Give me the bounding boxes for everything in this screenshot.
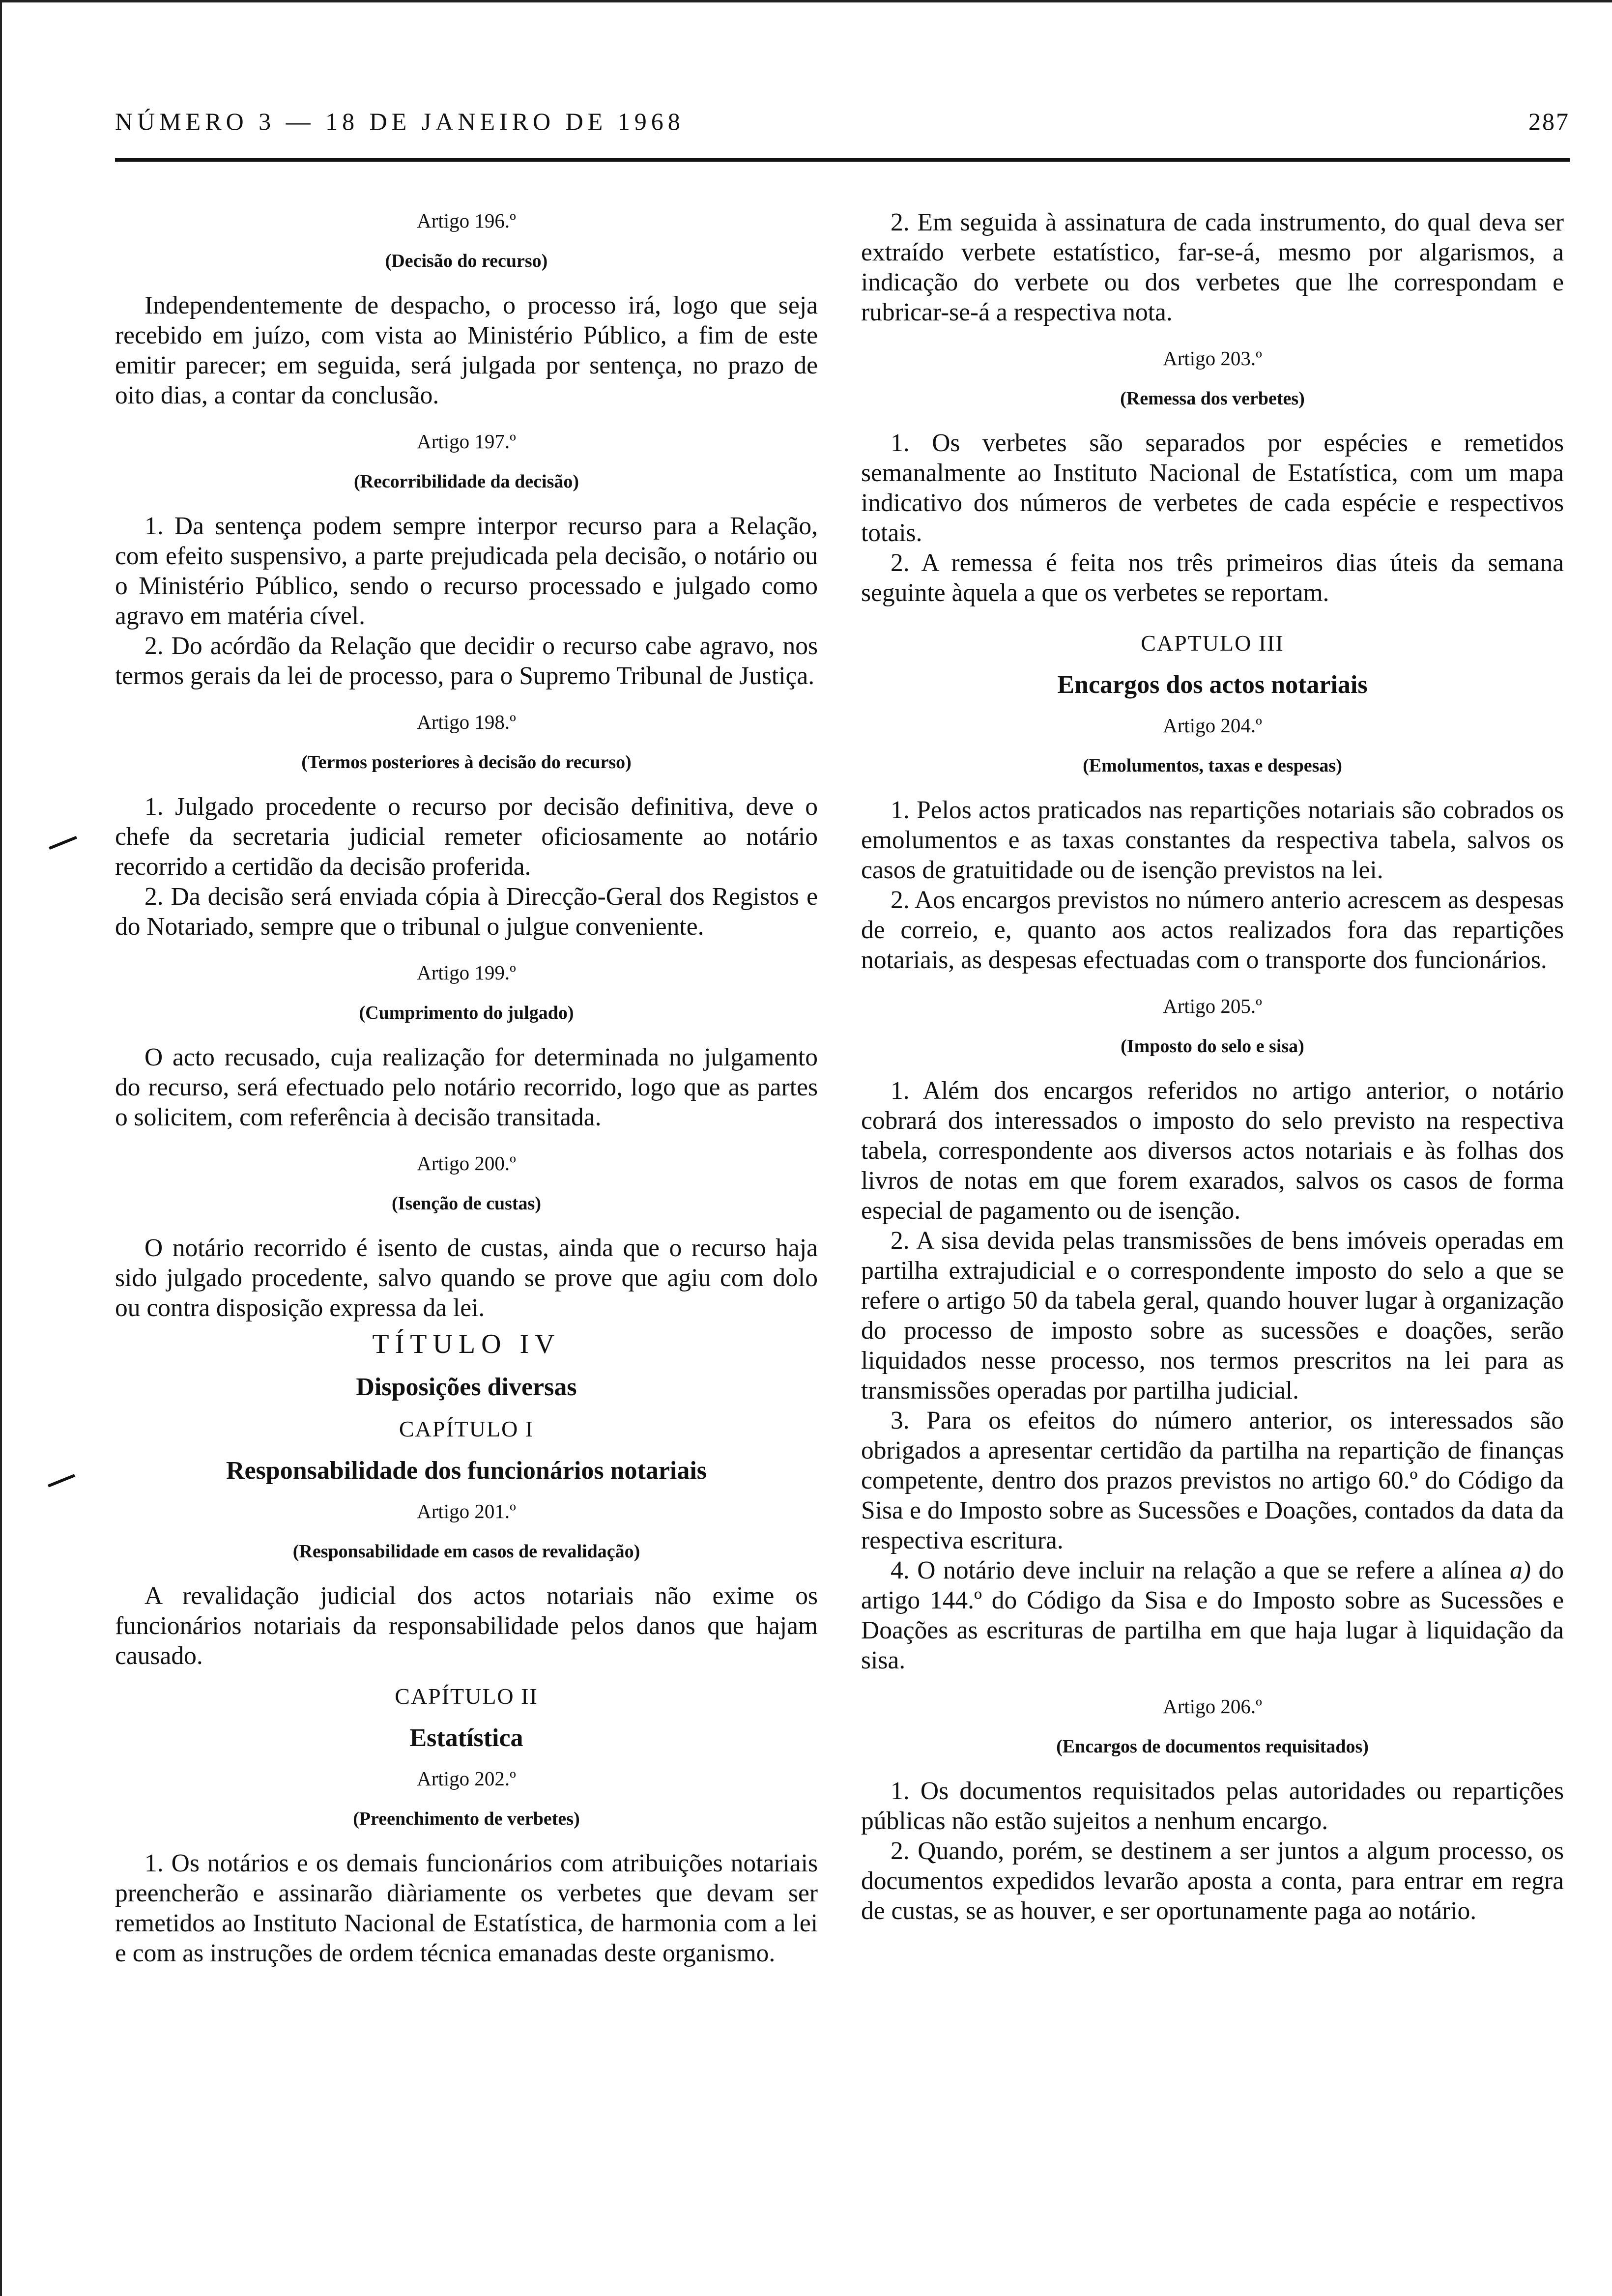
paragraph-letter: a) xyxy=(1509,1556,1531,1584)
paragraph: 1. Os documentos requisitados pelas autoridades ou repartições públicas não estão sujeitos a nenhum encargo. xyxy=(861,1777,1564,1835)
article-number: Artigo 200.º xyxy=(417,1152,516,1175)
title-heading: TÍTULO IV xyxy=(372,1329,561,1359)
article-number: Artigo 205.º xyxy=(1163,995,1262,1017)
left-column xyxy=(115,207,818,1968)
article-subtitle: (Recorribilidade da decisão) xyxy=(353,471,579,492)
chapter-label: CAPÍTULO II xyxy=(395,1684,538,1709)
paragraph: Independentemente de despacho, o processo irá, logo que seja recebido em juízo, com vista ao Ministério Público, a fim de este emitir parecer; em seguida, será julgada por sentença, no prazo de oito dias, a contar da conclusão. xyxy=(115,291,818,409)
paragraph: 2. Em seguida à assinatura de cada instrumento, do qual deva ser extraído verbete estatístico, far-se-á, mesmo por algarismos, a indicação do verbete ou dos verbetes que lhe correspondam e rubricar-se-á a respectiva nota. xyxy=(861,208,1564,326)
article-subtitle: (Imposto do selo e sisa) xyxy=(1121,1036,1304,1057)
paragraph: 1. Da sentença podem sempre interpor recurso para a Relação, com efeito suspensivo, a parte prejudicada pela decisão, o notário ou o Ministério Público, sendo o recurso processado e julgado como agravo em matéria cível. xyxy=(115,512,818,630)
section-heading: Disposições diversas xyxy=(356,1373,577,1401)
paragraph: 1. Os notários e os demais funcionários com atribuições notariais preencherão e assinarão diàriamente os verbetes que devam ser remetidos ao Instituto Nacional de Estatística, de harmonia com a lei e com as instruções de ordem técnica emanadas deste organismo. xyxy=(115,1849,818,1967)
article-number: Artigo 196.º xyxy=(417,209,516,232)
paragraph: A revalidação judicial dos actos notariais não exime os funcionários notariais da responsabilidade pelos danos que hajam causado. xyxy=(115,1582,818,1670)
header-rule xyxy=(115,158,1570,162)
article-subtitle: (Remessa dos verbetes) xyxy=(1120,388,1305,409)
right-column xyxy=(861,207,1564,1926)
chapter-heading: Encargos dos actos notariais xyxy=(1057,671,1368,699)
paragraph: 2. Quando, porém, se destinem a ser juntos a algum processo, os documentos expedidos levarão aposta a conta, para entrar em regra de custas, se as houver, e ser oportunamente paga ao notário. xyxy=(861,1837,1564,1925)
article-subtitle: (Preenchimento de verbetes) xyxy=(353,1808,580,1829)
paragraph-text: do artigo 144.º do Código da Sisa e do Imposto sobre as Sucessões e Doações as escrituras de partilha em que haja lugar à liquidação da sisa. xyxy=(861,1556,1564,1674)
article-subtitle: (Emolumentos, taxas e despesas) xyxy=(1083,755,1342,776)
paragraph: 2. Aos encargos previstos no número anterio acrescem as despesas de correio, e, quanto aos actos realizados fora das repartições notariais, as despesas efectuadas com o transporte dos funcionários. xyxy=(861,886,1564,974)
paragraph: O notário recorrido é isento de custas, ainda que o recurso haja sido julgado procedente, salvo quando se prove que agiu com dolo ou contra disposição expressa da lei. xyxy=(115,1234,818,1322)
article-subtitle: (Decisão do recurso) xyxy=(385,251,548,271)
page-header xyxy=(115,107,1570,142)
paragraph: 3. Para os efeitos do número anterior, os interessados são obrigados a apresentar certidão da partilha na repartição de finanças competente, dentro dos prazos previstos no artigo 60.º do Código da Sisa e do Imposto sobre as Sucessões e Doações, contados da data da respectiva escritura. xyxy=(861,1406,1564,1554)
paragraph: 2. Da decisão será enviada cópia à Direcção-Geral dos Registos e do Notariado, sempre que o tribunal o julgue conveniente. xyxy=(115,883,818,941)
article-number: Artigo 206.º xyxy=(1163,1695,1262,1718)
margin-tick-mark xyxy=(48,1474,75,1487)
chapter-heading: Estatística xyxy=(409,1724,523,1752)
paragraph-text: 4. O notário deve incluir na relação a que se refere a alínea xyxy=(891,1556,1510,1584)
page-edge-left xyxy=(0,0,2,2296)
article-subtitle: (Encargos de documentos requisitados) xyxy=(1056,1736,1369,1757)
paragraph: 2. A remessa é feita nos três primeiros dias úteis da semana seguinte àquela a que os verbetes se reportam. xyxy=(861,549,1564,607)
paragraph: 2. Do acórdão da Relação que decidir o recurso cabe agravo, nos termos gerais da lei de processo, para o Supremo Tribunal de Justiça. xyxy=(115,632,818,690)
paragraph: 1. Os verbetes são separados por espécies e remetidos semanalmente ao Instituto Nacional de Estatística, com um mapa indicativo dos números de verbetes de cada espécie e respectivos totais. xyxy=(861,429,1564,547)
article-subtitle: (Responsabilidade em casos de revalidação) xyxy=(292,1541,640,1562)
chapter-label: CAPTULO III xyxy=(1141,631,1284,656)
article-number: Artigo 198.º xyxy=(417,711,516,733)
paragraph: 1. Pelos actos praticados nas repartições notariais são cobrados os emolumentos e as taxas constantes da respectiva tabela, salvos os casos de gratuitidade ou de isenção previstos na lei. xyxy=(861,796,1564,884)
article-number: Artigo 202.º xyxy=(417,1767,516,1790)
article-subtitle: (Isenção de custas) xyxy=(392,1193,541,1214)
chapter-label: CAPÍTULO I xyxy=(399,1416,534,1441)
margin-tick-mark xyxy=(49,836,77,850)
page-edge-top xyxy=(0,0,1612,2)
article-subtitle: (Termos posteriores à decisão do recurso) xyxy=(301,752,632,773)
paragraph: 2. A sisa devida pelas transmissões de bens imóveis operadas em partilha extrajudicial e o correspondente imposto do selo a que se refere o artigo 50 da tabela geral, quando houver lugar à organização do processo de imposto sobre as sucessões e doações, serão liquidados nesse processo, nos termos prescritos na lei para as transmissões operadas por partilha judicial. xyxy=(861,1227,1564,1405)
paragraph: O acto recusado, cuja realização for determinada no julgamento do recurso, será efectuado pelo notário recorrido, logo que as partes o solicitem, com referência à decisão transitada. xyxy=(115,1043,818,1131)
page-number: 287 xyxy=(1528,108,1570,135)
running-title: NÚMERO 3 — 18 DE JANEIRO DE 1968 xyxy=(115,108,685,135)
paragraph: 1. Julgado procedente o recurso por decisão definitiva, deve o chefe da secretaria judicial remeter oficiosamente ao notário recorrido a certidão da decisão proferida. xyxy=(115,793,818,881)
article-number: Artigo 201.º xyxy=(417,1500,516,1522)
article-number: Artigo 204.º xyxy=(1163,714,1262,737)
paragraph xyxy=(861,1555,1564,1675)
paragraph: 1. Além dos encargos referidos no artigo anterior, o notário cobrará dos interessados o imposto do selo previsto na respectiva tabela, correspondente aos diversos actos notariais e às folhas dos livros de notas em que forem exarados, salvos os casos de forma especial de pagamento ou de isenção. xyxy=(861,1077,1564,1225)
article-subtitle: (Cumprimento do julgado) xyxy=(359,1003,574,1023)
article-number: Artigo 203.º xyxy=(1163,347,1262,370)
chapter-heading: Responsabilidade dos funcionários notariais xyxy=(226,1457,707,1485)
article-number: Artigo 199.º xyxy=(417,961,516,984)
article-number: Artigo 197.º xyxy=(417,430,516,453)
